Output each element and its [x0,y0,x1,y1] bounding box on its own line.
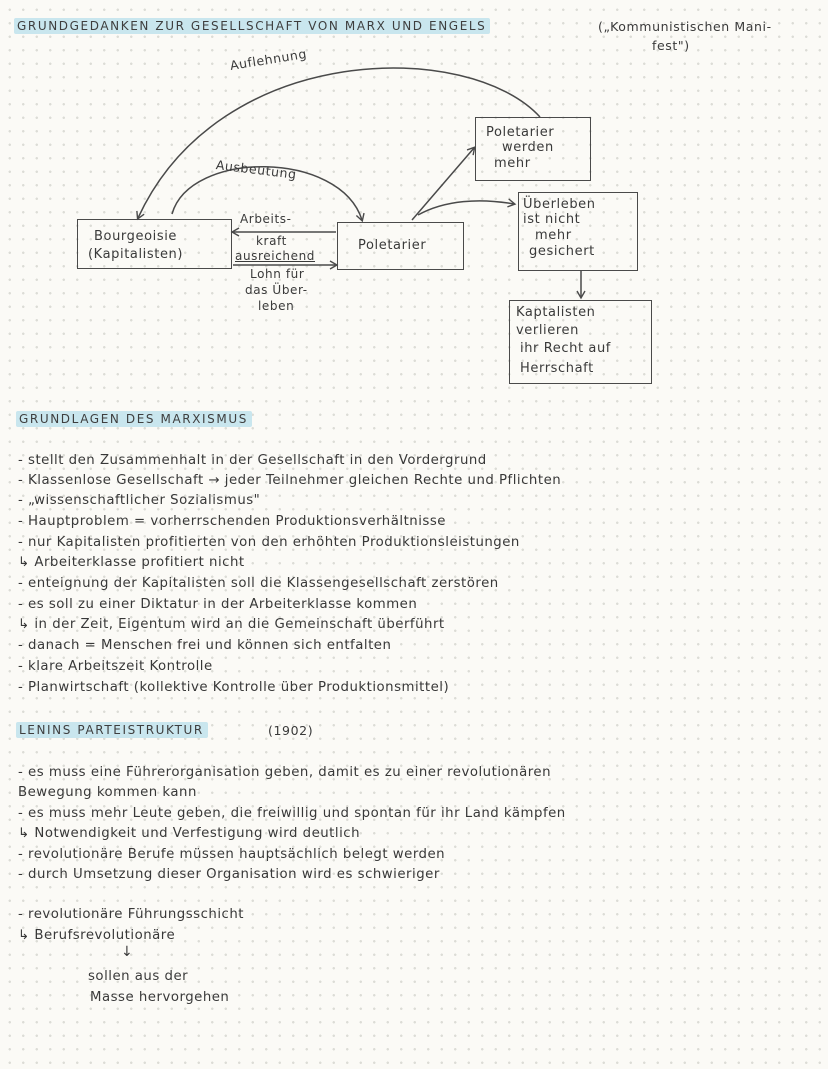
poletarier-mehr-box [475,117,591,181]
bourgeoisie-label: Bourgeoisie [94,229,178,244]
list-item: - enteignung der Kapitalisten soll die Klassengesellschaft zerstören [18,576,499,591]
kraft-label: kraft [256,234,287,248]
final-line2: Masse hervorgehen [90,990,230,1005]
title-note-line1: („Kommunistischen Mani- [598,19,772,34]
list-item: ↳ Arbeiterklasse profitiert nicht [18,555,245,570]
ausreichend-label: ausreichend [235,249,316,263]
lenin-year: (1902) [268,723,314,738]
list-item: - Klassenlose Gesellschaft → jeder Teilnehmer gleichen Rechte und Pflichten [18,473,562,488]
poletarier-label: Poletarier [358,238,427,253]
bourgeoisie-box [77,219,232,269]
herrschaft-line2: verlieren [516,323,579,338]
marxismus-heading: GRUNDLAGEN DES MARXISMUS [16,412,252,426]
down-arrow: ↓ [121,944,133,960]
poletarier-box [337,222,464,270]
kapitalisten-label: (Kapitalisten) [88,247,184,262]
to-ueberleben-arrow [418,201,514,215]
page-title: GRUNDGEDANKEN ZUR GESELLSCHAFT VON MARX UND ENGELS [14,19,490,33]
list-item: - revolutionäre Berufe müssen hauptsächlich belegt werden [18,847,446,862]
list-item: - Hauptproblem = vorherrschenden Produktionsverhältnisse [18,514,446,529]
list-item: - nur Kapitalisten profitierten von den erhöhten Produktionsleistungen [18,535,520,550]
list-item: - es muss eine Führerorganisation geben, damit es zu einer revolutionären [18,765,552,780]
title-note-line2: fest") [652,38,690,53]
herrschaft-line3: ihr Recht auf [520,341,611,356]
lohn-label: Lohn für [250,267,305,281]
final-line1: sollen aus der [88,969,189,984]
list-item: Bewegung kommen kann [18,785,197,800]
lenin-heading: LENINS PARTEISTRUKTUR [16,723,208,737]
diagram-arrows [0,0,828,400]
list-item: - Planwirtschaft (kollektive Kontrolle über Produktionsmittel) [18,680,450,695]
herrschaft-line4: Herrschaft [520,361,594,376]
mehr-line2: werden [502,140,554,155]
ueber-label: das Über- [245,283,308,297]
to-mehr-arrow [412,148,474,220]
ueberleben-line4: gesichert [529,244,595,259]
list-item: - danach = Menschen frei und können sich entfalten [18,638,392,653]
list-item: - es soll zu einer Diktatur in der Arbeiterklasse kommen [18,597,418,612]
list-item: - revolutionäre Führungsschicht [18,907,244,922]
list-item: - es muss mehr Leute geben, die freiwillig und spontan für ihr Land kämpfen [18,806,566,821]
ausbeutung-label: Ausbeutung [215,157,298,182]
ueberleben-line1: Überleben [523,197,596,212]
herrschaft-line1: Kaptalisten [516,305,596,320]
list-item: ↳ Berufsrevolutionäre [18,928,176,943]
ueberleben-line2: ist nicht [523,212,581,227]
list-item: - „wissenschaftlicher Sozialismus" [18,493,261,508]
herrschaft-box [509,300,652,384]
ueberleben-line3: mehr [535,228,572,243]
list-item: - durch Umsetzung dieser Organisation wird es schwieriger [18,867,440,882]
list-item: - stellt den Zusammenhalt in der Gesellschaft in den Vordergrund [18,453,487,468]
leben-label: leben [258,299,295,313]
mehr-line1: Poletarier [486,125,555,140]
list-item: ↳ Notwendigkeit und Verfestigung wird deutlich [18,826,361,841]
ueberleben-box [518,192,638,271]
arbeits-label: Arbeits- [240,212,292,226]
list-item: ↳ in der Zeit, Eigentum wird an die Gemeinschaft überführt [18,617,445,632]
auflehnung-label: Auflehnung [228,45,308,73]
mehr-line3: mehr [494,156,531,171]
list-item: - klare Arbeitszeit Kontrolle [18,659,213,674]
